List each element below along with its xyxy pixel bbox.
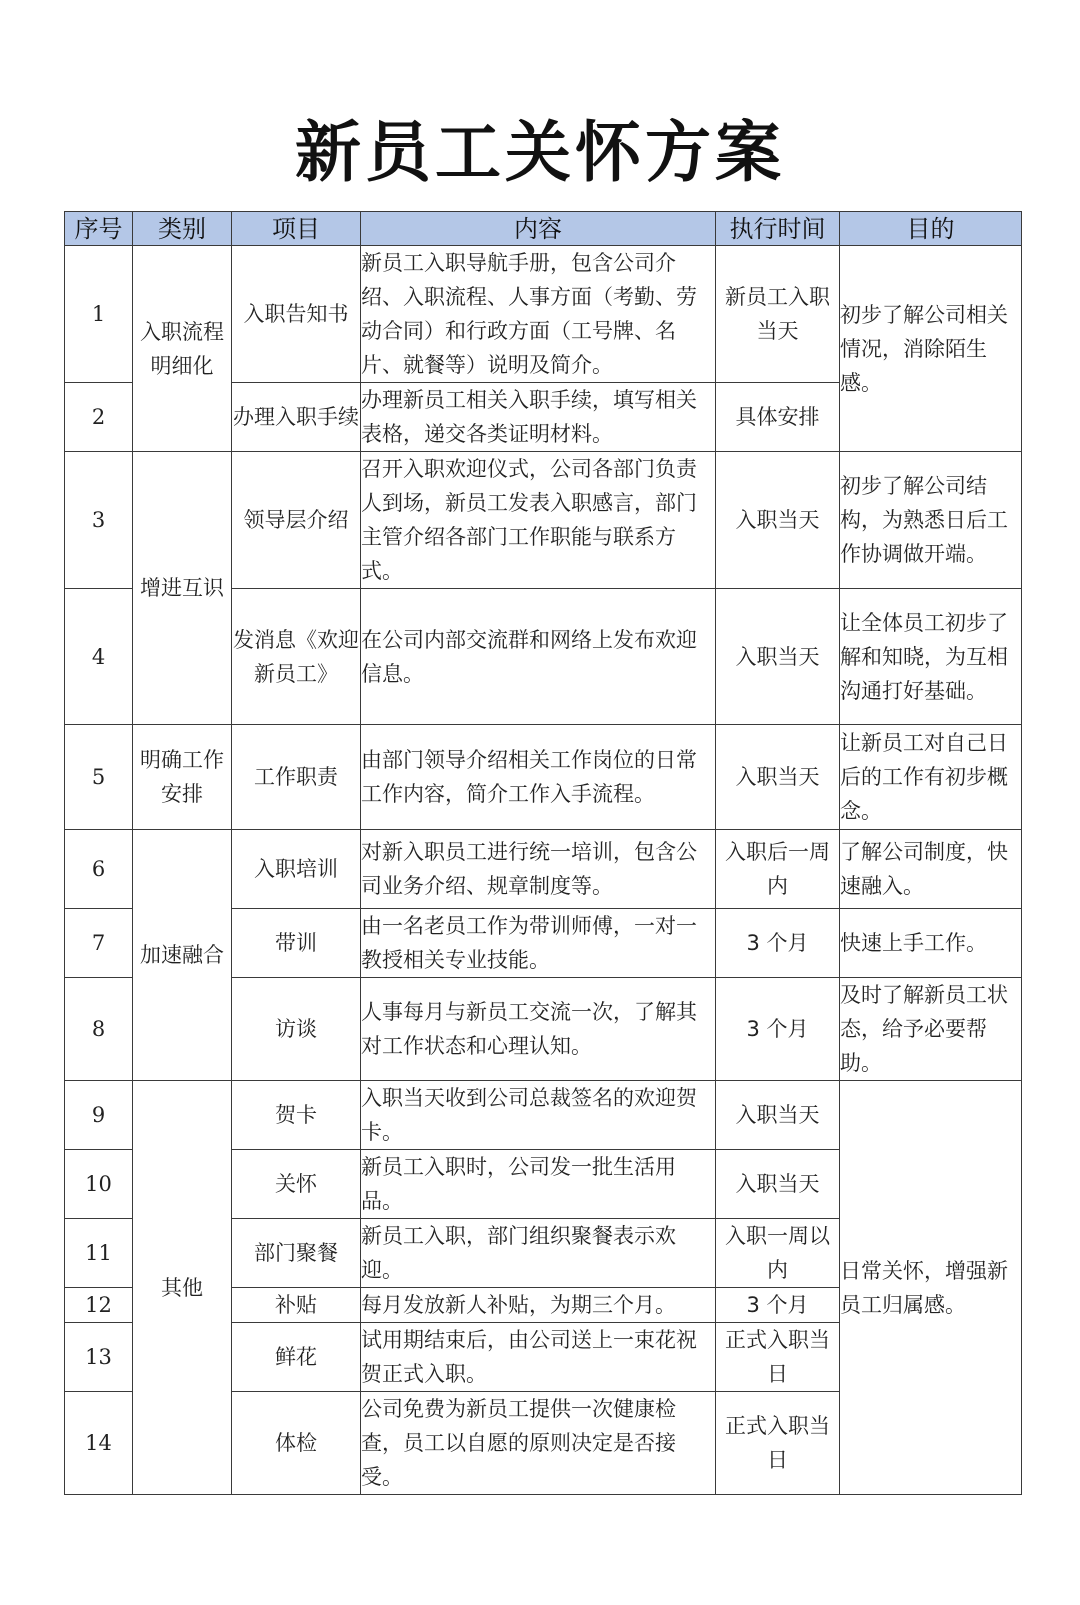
category-cell: 明确工作安排 — [133, 725, 232, 830]
time-cell: 具体安排 — [716, 383, 840, 452]
header-goal: 目的 — [840, 212, 1022, 246]
item-cell: 贺卡 — [232, 1081, 361, 1150]
time-cell: 入职后一周内 — [716, 830, 840, 909]
time-cell: 入职当天 — [716, 1081, 840, 1150]
content-cell: 在公司内部交流群和网络上发布欢迎信息。 — [361, 589, 716, 725]
time-cell: 3 个月 — [716, 1288, 840, 1323]
item-cell: 带训 — [232, 909, 361, 978]
item-cell: 发消息《欢迎新员工》 — [232, 589, 361, 725]
category-cell: 增进互识 — [133, 452, 232, 725]
item-cell: 领导层介绍 — [232, 452, 361, 589]
goal-cell: 日常关怀，增强新员工归属感。 — [840, 1081, 1022, 1495]
item-cell: 补贴 — [232, 1288, 361, 1323]
item-cell: 体检 — [232, 1392, 361, 1495]
table-row — [65, 725, 1022, 830]
content-cell: 办理新员工相关入职手续，填写相关表格，递交各类证明材料。 — [361, 383, 716, 452]
table-row — [65, 246, 1022, 383]
content-cell: 由一名老员工作为带训师傅，一对一教授相关专业技能。 — [361, 909, 716, 978]
time-cell: 入职当天 — [716, 452, 840, 589]
item-cell: 入职告知书 — [232, 246, 361, 383]
item-cell: 入职培训 — [232, 830, 361, 909]
item-cell: 工作职责 — [232, 725, 361, 830]
care-plan-table — [64, 211, 1022, 1495]
row-number: 14 — [65, 1392, 133, 1495]
row-number: 12 — [65, 1288, 133, 1323]
header-no: 序号 — [65, 212, 133, 246]
goal-cell: 初步了解公司相关情况，消除陌生感。 — [840, 246, 1022, 452]
row-number: 11 — [65, 1219, 133, 1288]
goal-cell: 初步了解公司结构，为熟悉日后工作协调做开端。 — [840, 452, 1022, 589]
content-cell: 新员工入职时，公司发一批生活用品。 — [361, 1150, 716, 1219]
row-number: 7 — [65, 909, 133, 978]
time-cell: 3 个月 — [716, 909, 840, 978]
category-cell: 其他 — [133, 1081, 232, 1495]
item-cell: 鲜花 — [232, 1323, 361, 1392]
goal-cell: 及时了解新员工状态，给予必要帮助。 — [840, 978, 1022, 1081]
table-row — [65, 830, 1022, 909]
page-title: 新员工关怀方案 — [295, 114, 785, 191]
category-cell: 入职流程明细化 — [133, 246, 232, 452]
item-cell: 访谈 — [232, 978, 361, 1081]
content-cell: 由部门领导介绍相关工作岗位的日常工作内容，简介工作入手流程。 — [361, 725, 716, 830]
goal-cell: 了解公司制度，快速融入。 — [840, 830, 1022, 909]
item-cell: 部门聚餐 — [232, 1219, 361, 1288]
row-number: 8 — [65, 978, 133, 1081]
item-cell: 办理入职手续 — [232, 383, 361, 452]
row-number: 4 — [65, 589, 133, 725]
row-number: 13 — [65, 1323, 133, 1392]
content-cell: 对新入职员工进行统一培训，包含公司业务介绍、规章制度等。 — [361, 830, 716, 909]
row-number: 9 — [65, 1081, 133, 1150]
content-cell: 新员工入职导航手册，包含公司介绍、入职流程、人事方面（考勤、劳动合同）和行政方面（工号牌、名片、就餐等）说明及简介。 — [361, 246, 716, 383]
category-cell: 加速融合 — [133, 830, 232, 1081]
item-cell: 关怀 — [232, 1150, 361, 1219]
content-cell: 公司免费为新员工提供一次健康检查，员工以自愿的原则决定是否接受。 — [361, 1392, 716, 1495]
header-category: 类别 — [133, 212, 232, 246]
time-cell: 入职当天 — [716, 1150, 840, 1219]
time-cell: 3 个月 — [716, 978, 840, 1081]
table-row — [65, 452, 1022, 589]
row-number: 6 — [65, 830, 133, 909]
header-content: 内容 — [361, 212, 716, 246]
time-cell: 入职当天 — [716, 725, 840, 830]
time-cell: 入职当天 — [716, 589, 840, 725]
row-number: 1 — [65, 246, 133, 383]
header-time: 执行时间 — [716, 212, 840, 246]
row-number: 3 — [65, 452, 133, 589]
content-cell: 入职当天收到公司总裁签名的欢迎贺卡。 — [361, 1081, 716, 1150]
goal-cell: 让全体员工初步了解和知晓，为互相沟通打好基础。 — [840, 589, 1022, 725]
table-row — [65, 1081, 1022, 1150]
row-number: 10 — [65, 1150, 133, 1219]
content-cell: 试用期结束后，由公司送上一束花祝贺正式入职。 — [361, 1323, 716, 1392]
time-cell: 新员工入职当天 — [716, 246, 840, 383]
header-item: 项目 — [232, 212, 361, 246]
row-number: 5 — [65, 725, 133, 830]
content-cell: 人事每月与新员工交流一次，了解其对工作状态和心理认知。 — [361, 978, 716, 1081]
time-cell: 入职一周以内 — [716, 1219, 840, 1288]
goal-cell: 让新员工对自己日后的工作有初步概念。 — [840, 725, 1022, 830]
time-cell: 正式入职当日 — [716, 1323, 840, 1392]
content-cell: 每月发放新人补贴，为期三个月。 — [361, 1288, 716, 1323]
content-cell: 新员工入职，部门组织聚餐表示欢迎。 — [361, 1219, 716, 1288]
table-header-row — [65, 212, 1022, 246]
row-number: 2 — [65, 383, 133, 452]
time-cell: 正式入职当日 — [716, 1392, 840, 1495]
goal-cell: 快速上手工作。 — [840, 909, 1022, 978]
content-cell: 召开入职欢迎仪式，公司各部门负责人到场，新员工发表入职感言，部门主管介绍各部门工作职能与联系方式。 — [361, 452, 716, 589]
